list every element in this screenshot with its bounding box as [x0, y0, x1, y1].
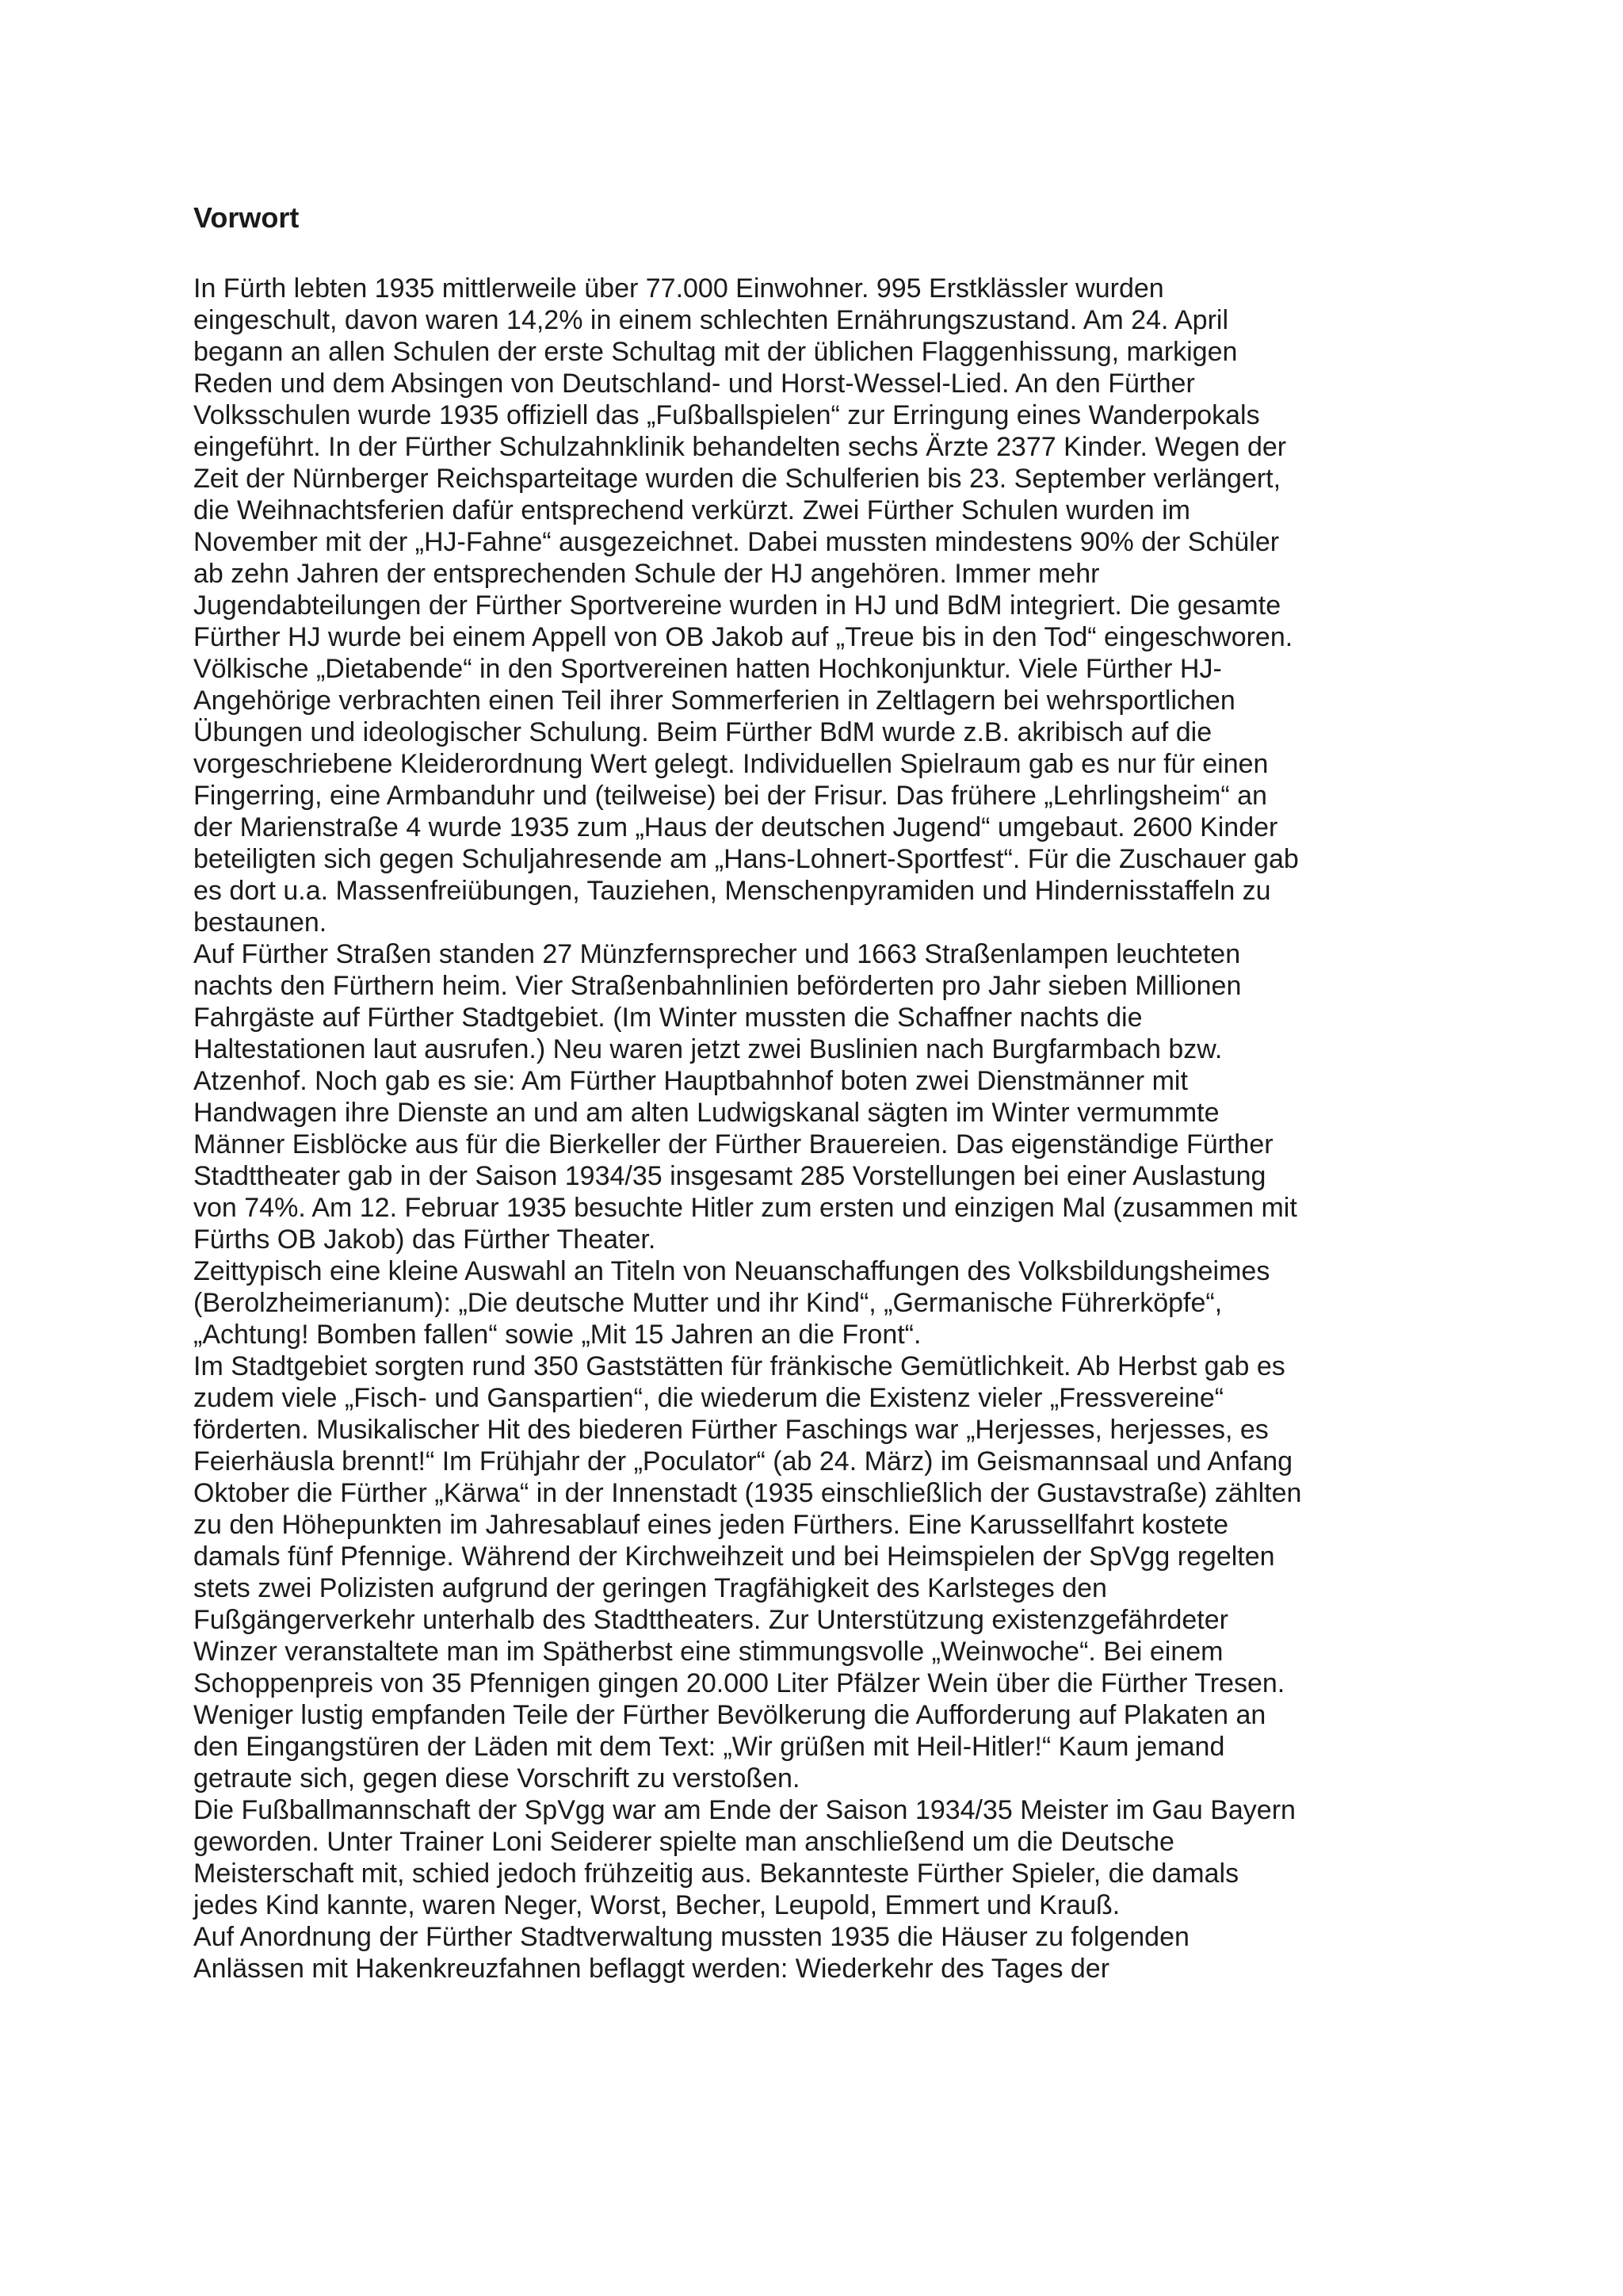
- text-line: Die Fußballmannschaft der SpVgg war am Ende der Saison 1934/35 Meister im Gau Bayern: [193, 1795, 1296, 1825]
- text-line: (Berolzheimerianum): „Die deutsche Mutter und ihr Kind“, „Germanische Führerköpfe“,: [193, 1288, 1223, 1318]
- text-line: vorgeschriebene Kleiderordnung Wert gelegt. Individuellen Spielraum gab es nur für einen: [193, 749, 1269, 779]
- text-line: November mit der „HJ-Fahne“ ausgezeichnet. Dabei mussten mindestens 90% der Schüler: [193, 527, 1280, 557]
- text-line: Fürths OB Jakob) das Fürther Theater.: [193, 1224, 656, 1255]
- paragraph: [193, 1794, 1525, 1921]
- text-line: ab zehn Jahren der entsprechenden Schule der HJ angehören. Immer mehr: [193, 559, 1100, 589]
- text-line: Fußgängerverkehr unterhalb des Stadttheaters. Zur Unterstützung existenzgefährdeter: [193, 1605, 1228, 1635]
- text-line: Angehörige verbrachten einen Teil ihrer Sommerferien in Zeltlagern bei wehrsportlichen: [193, 686, 1235, 716]
- text-line: Anlässen mit Hakenkreuzfahnen beflaggt werden: Wiederkehr des Tages der: [193, 1954, 1110, 1984]
- paragraph: [193, 1350, 1525, 1794]
- text-line: Völkische „Dietabende“ in den Sportvereinen hatten Hochkonjunktur. Viele Fürther HJ-: [193, 654, 1222, 684]
- text-line: In Fürth lebten 1935 mittlerweile über 77.000 Einwohner. 995 Erstklässler wurden: [193, 273, 1164, 304]
- text-line: Jugendabteilungen der Fürther Sportvereine wurden in HJ und BdM integriert. Die gesamte: [193, 590, 1281, 621]
- text-line: Volksschulen wurde 1935 offiziell das „Fußballspielen“ zur Erringung eines Wanderpokals: [193, 400, 1260, 430]
- text-line: Auf Fürther Straßen standen 27 Münzfernsprecher und 1663 Straßenlampen leuchteten: [193, 939, 1241, 969]
- text-line: von 74%. Am 12. Februar 1935 besuchte Hitler zum ersten und einzigen Mal (zusammen mit: [193, 1193, 1297, 1223]
- text-line: Atzenhof. Noch gab es sie: Am Fürther Hauptbahnhof boten zwei Dienstmänner mit: [193, 1066, 1188, 1096]
- text-line: Feierhäusla brennt!“ Im Frühjahr der „Poculator“ (ab 24. März) im Geismannsaal und Anfang: [193, 1446, 1293, 1477]
- text-line: Fürther HJ wurde bei einem Appell von OB Jakob auf „Treue bis in den Tod“ eingeschworen.: [193, 622, 1293, 652]
- text-line: begann an allen Schulen der erste Schultag mit der üblichen Flaggenhissung, markigen: [193, 337, 1238, 367]
- text-line: Fingerring, eine Armbanduhr und (teilweise) bei der Frisur. Das frühere „Lehrlingsheim“ an: [193, 781, 1267, 811]
- text-line: „Achtung! Bomben fallen“ sowie „Mit 15 Jahren an die Front“.: [193, 1320, 922, 1350]
- text-line: jedes Kind kannte, waren Neger, Worst, Becher, Leupold, Emmert und Krauß.: [193, 1890, 1121, 1920]
- text-line: Reden und dem Absingen von Deutschland- und Horst-Wessel-Lied. An den Fürther: [193, 369, 1195, 399]
- document-content: [193, 201, 1525, 1985]
- paragraph: [193, 1255, 1525, 1350]
- text-line: zudem viele „Fisch- und Ganspartien“, die wiederum die Existenz vieler „Fressvereine“: [193, 1383, 1224, 1413]
- text-line: den Eingangstüren der Läden mit dem Text: „Wir grüßen mit Heil-Hitler!“ Kaum jemand: [193, 1732, 1225, 1762]
- text-line: Stadttheater gab in der Saison 1934/35 insgesamt 285 Vorstellungen bei einer Auslastung: [193, 1161, 1266, 1191]
- text-line: Fahrgäste auf Fürther Stadtgebiet. (Im Winter mussten die Schaffner nachts die: [193, 1003, 1143, 1033]
- paragraph: [193, 273, 1525, 938]
- text-line: Im Stadtgebiet sorgten rund 350 Gaststätten für fränkische Gemütlichkeit. Ab Herbst gab es: [193, 1351, 1285, 1381]
- paragraph: [193, 938, 1525, 1255]
- text-line: nachts den Fürthern heim. Vier Straßenbahnlinien beförderten pro Jahr sieben Millionen: [193, 971, 1242, 1001]
- text-line: stets zwei Polizisten aufgrund der geringen Tragfähigkeit des Karlsteges den: [193, 1573, 1107, 1603]
- text-line: Winzer veranstaltete man im Spätherbst eine stimmungsvolle „Weinwoche“. Bei einem: [193, 1637, 1224, 1667]
- text-line: eingeschult, davon waren 14,2% in einem schlechten Ernährungszustand. Am 24. April: [193, 305, 1229, 335]
- text-line: eingeführt. In der Fürther Schulzahnklinik behandelten sechs Ärzte 2377 Kinder. Wegen der: [193, 432, 1287, 462]
- text-line: getraute sich, gegen diese Vorschrift zu verstoßen.: [193, 1763, 800, 1794]
- paragraph: [193, 1921, 1525, 1985]
- text-line: Auf Anordnung der Fürther Stadtverwaltung mussten 1935 die Häuser zu folgenden: [193, 1922, 1190, 1952]
- text-line: beteiligten sich gegen Schuljahresende am „Hans-Lohnert-Sportfest“. Für die Zuschauer gab: [193, 844, 1299, 874]
- text-line: Schoppenpreis von 35 Pfennigen gingen 20.000 Liter Pfälzer Wein über die Fürther Tresen.: [193, 1668, 1285, 1698]
- text-line: geworden. Unter Trainer Loni Seiderer spielte man anschließend um die Deutsche: [193, 1827, 1174, 1857]
- text-line: Haltestationen laut ausrufen.) Neu waren jetzt zwei Buslinien nach Burgfarmbach bzw.: [193, 1034, 1223, 1064]
- document-heading: Vorwort: [193, 201, 300, 234]
- text-line: Übungen und ideologischer Schulung. Beim Fürther BdM wurde z.B. akribisch auf die: [193, 717, 1212, 747]
- text-line: zu den Höhepunkten im Jahresablauf eines jeden Fürthers. Eine Karussellfahrt kostete: [193, 1510, 1228, 1540]
- text-line: Handwagen ihre Dienste an und am alten Ludwigskanal sägten im Winter vermummte: [193, 1098, 1220, 1128]
- text-line: Zeit der Nürnberger Reichsparteitage wurden die Schulferien bis 23. September verlängert,: [193, 464, 1281, 494]
- text-line: die Weihnachtsferien dafür entsprechend verkürzt. Zwei Fürther Schulen wurden im: [193, 495, 1190, 525]
- text-line: es dort u.a. Massenfreiübungen, Tauziehen, Menschenpyramiden und Hindernisstaffeln zu: [193, 876, 1271, 906]
- text-line: Zeittypisch eine kleine Auswahl an Titeln von Neuanschaffungen des Volksbildungsheimes: [193, 1256, 1270, 1286]
- text-line: Meisterschaft mit, schied jedoch frühzeitig aus. Bekannteste Fürther Spieler, die damals: [193, 1859, 1239, 1889]
- text-line: damals fünf Pfennige. Während der Kirchweihzeit und bei Heimspielen der SpVgg regelten: [193, 1541, 1275, 1572]
- text-line: Weniger lustig empfanden Teile der Fürther Bevölkerung die Aufforderung auf Plakaten an: [193, 1700, 1266, 1730]
- text-line: förderten. Musikalischer Hit des biederen Fürther Faschings war „Herjesses, herjesses, es: [193, 1415, 1269, 1445]
- document-body: [193, 273, 1525, 1985]
- text-line: bestaunen.: [193, 907, 327, 938]
- text-line: Männer Eisblöcke aus für die Bierkeller der Fürther Brauereien. Das eigenständige Fürther: [193, 1129, 1274, 1159]
- text-line: Oktober die Fürther „Kärwa“ in der Innenstadt (1935 einschließlich der Gustavstraße) zählten: [193, 1478, 1302, 1508]
- text-line: der Marienstraße 4 wurde 1935 zum „Haus der deutschen Jugend“ umgebaut. 2600 Kinder: [193, 812, 1278, 842]
